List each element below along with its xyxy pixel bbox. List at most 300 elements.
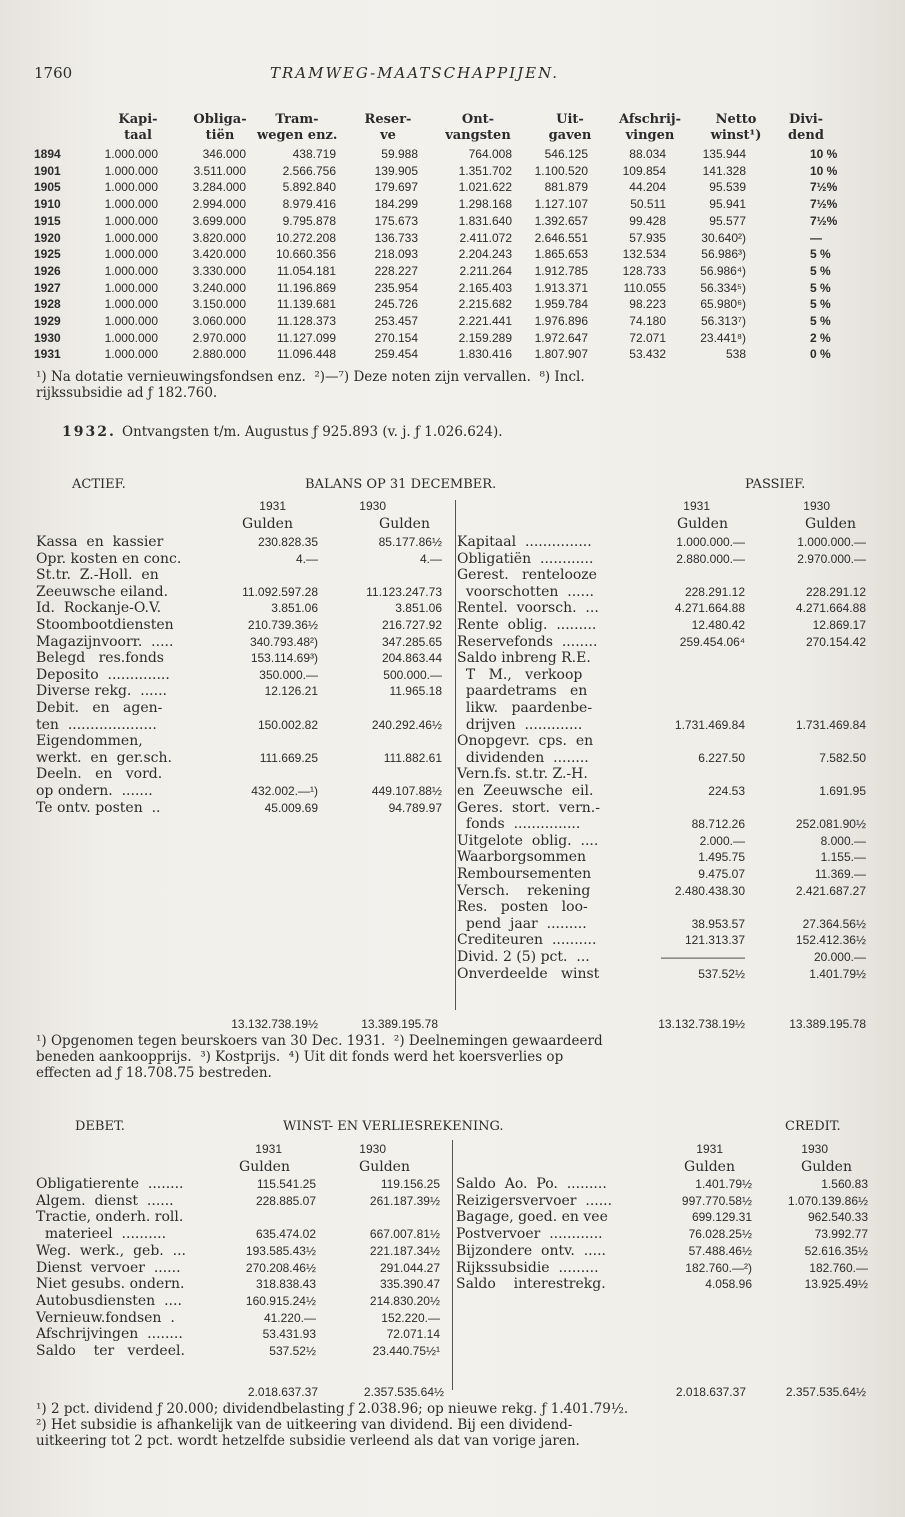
liability-value-1930: 228.291.12 [805,584,866,599]
balance-footnote-2: beneden aankoopprijs. ³) Kostprijs. ⁴) Uit dit fonds werd het koersverlies op [36,1049,564,1065]
liability-value-1931: 1.731.469.84 [674,717,745,732]
liability-label: likw. paardenbe- [457,700,593,716]
asset-value-1930: 94.789.97 [388,800,442,815]
liability-value-1931: 12.480.42 [691,618,745,632]
history-cell: 132.534 [622,247,666,262]
debet-value-1931: 270.208.46½ [245,1260,316,1275]
debet-label: Saldo ter verdeel. [36,1343,185,1359]
history-cell: 56.986³) [701,247,746,262]
history-cell: 5 % [810,297,831,312]
winst-col-unit: Gulden [239,1159,290,1175]
history-cell: 1.807.907 [534,347,588,362]
history-cell: 1.351.702 [458,163,512,178]
history-cell: 1.000.000 [104,213,158,228]
credit-value-1930: 1.560.83 [821,1177,868,1191]
history-cell: 11.096.448 [276,347,336,362]
history-cell: 2.411.072 [459,230,512,245]
history-cell: 57.935 [629,230,666,245]
history-cell: 3.240.000 [192,280,246,295]
history-cell: 72.071 [629,330,666,345]
history-cell: — [810,230,822,245]
balance-col-unit: Gulden [242,516,293,532]
liability-value-1930: 252.081.90½ [795,817,866,832]
balance-footnote-3: effecten ad ƒ 18.708.75 bestreden. [36,1065,272,1081]
debet-value-1931: 160.915.24½ [245,1293,316,1308]
history-cell: 74.180 [629,314,666,328]
asset-value-1930: 85.177.86½ [378,535,442,549]
history-cell: 1.392.657 [534,213,588,228]
liability-value-1930: 270.154.42 [805,634,866,649]
history-cell: 2.204.243 [458,247,512,262]
history-cell: 135.944 [702,147,746,161]
debet-value-1930: 72.071.14 [386,1327,440,1342]
debet-value-1931: 41.220.— [263,1310,316,1325]
liability-value-1930: 2.421.687.27 [795,883,866,898]
credit-value-1931: 182.760.—²) [685,1260,752,1275]
asset-value-1930: 111.882.61 [383,750,442,765]
debet-label: Dienst vervoer ...... [36,1259,181,1276]
credit-value-1930: 182.760.— [809,1260,868,1275]
history-cell: 2.215.682 [458,297,512,312]
liability-value-1930: 12.869.17 [812,618,866,632]
asset-value-1930: 347.285.65 [381,634,442,649]
winst-title: WINST- EN VERLIESREKENING. [283,1119,504,1134]
credit-value-1931: 699.129.31 [691,1210,752,1225]
history-header: Reser- [364,112,412,127]
note-1932-text: Ontvangsten t/m. Augustus ƒ 925.893 (v. j. ƒ 1.026.624). [122,424,503,440]
liability-value-1931: 2.000.— [699,833,745,848]
history-cell: 3.699.000 [192,213,246,228]
history-cell: 53.432 [629,347,666,362]
history-cell: 88.034 [629,147,666,161]
history-cell: 9.795.878 [282,213,336,228]
asset-label: Deeln. en vord. [36,766,163,783]
asset-value-1930: 216.727.92 [381,618,442,632]
balance-col-year: 1930 [359,499,386,513]
liability-value-1931: 228.291.12 [684,584,745,599]
debet-value-1931: 228.885.07 [255,1193,316,1208]
balance-title: BALANS OP 31 DECEMBER. [305,477,497,492]
liability-value-1931: 4.271.664.88 [674,601,745,616]
history-cell: 2.566.756 [282,163,336,178]
history-cell: 2.165.403 [458,280,512,295]
history-cell: 1.912.785 [534,263,588,278]
balance-col-year: 1931 [683,499,710,513]
credit-value-1930: 52.616.35½ [804,1243,868,1258]
history-header: ve [380,128,396,143]
history-cell: 7½% [810,197,838,212]
history-cell: 11.139.681 [276,297,336,312]
winst-credit-title: CREDIT. [785,1119,841,1134]
winst-total: 2.018.637.37 [675,1385,746,1399]
history-cell: 1.972.647 [534,330,588,345]
liability-value-1930: 1.401.79½ [809,966,866,981]
history-header: vangsten [445,128,511,143]
liability-value-1930: 27.364.56½ [802,916,866,931]
asset-value-1931: 150.002.82 [257,717,318,732]
history-header: Afschrij- [618,112,682,127]
winst-col-unit: Gulden [684,1159,735,1175]
history-header: gaven [548,128,592,143]
balance-col-unit: Gulden [379,516,430,532]
history-cell: 1.000.000 [104,147,158,161]
winst-total: 2.357.535.64½ [785,1385,866,1399]
liability-label: Reservefonds ........ [457,633,598,650]
liability-label: Divid. 2 (5) pct. ... [457,949,590,965]
debet-label: Tractie, onderh. roll. [36,1209,184,1226]
history-cell: 7½% [810,180,838,195]
history-cell: 30.640²) [701,230,746,245]
balance-total: 13.389.195.78 [789,1017,866,1031]
history-header: Uit- [556,112,584,127]
page-number: 1760 [34,64,73,82]
asset-label: Debit. en agen- [36,700,163,716]
history-cell: 8.979.416 [282,197,336,212]
liability-value-1931: 9.475.07 [698,867,745,881]
history-cell: 139.905 [374,163,418,178]
debet-value-1930: 119.156.25 [380,1177,440,1191]
balance-passief-title: PASSIEF. [745,477,806,492]
debet-value-1931: 193.585.43½ [245,1243,316,1258]
history-cell: 95.941 [709,197,746,212]
winst-total: 2.357.535.64½ [363,1385,444,1399]
liability-label: Geres. stort. vern.- [457,799,600,816]
debet-value-1930: 335.390.47 [379,1277,440,1292]
asset-value-1930: 449.107.88½ [371,784,442,798]
liability-value-1931: 38.953.57 [691,916,745,931]
credit-value-1930: 1.070.139.86½ [787,1193,868,1208]
history-cell: 56.986⁴) [700,263,746,278]
asset-value-1931: 432.002.—¹) [251,784,318,798]
winst-footnote-3: uitkeering tot 2 pct. wordt hetzelfde subsidie verleend als dat van vorige jaren. [36,1433,580,1449]
history-header: dend [788,128,824,143]
credit-value-1931: 76.028.25½ [688,1227,752,1242]
history-cell: 881.879 [544,180,588,195]
debet-value-1930: 152.220.— [381,1310,440,1325]
history-cell: 95.577 [709,213,746,228]
running-title: TRAMWEG-MAATSCHAPPIJEN. [270,64,560,82]
liability-value-1931: 1.000.000.— [676,535,745,549]
credit-label: Reizigersvervoer ...... [456,1192,613,1209]
liability-value-1930: 8.000.— [820,833,866,848]
history-year-cell: 1927 [34,280,61,295]
liability-label: voorschotten ...... [457,583,594,600]
liability-label: Uitgelote oblig. .... [457,832,599,849]
history-cell: 3.330.000 [192,263,246,278]
liability-value-1931: 259.454.06⁴ [679,634,745,649]
winst-footnote-2: ²) Het subsidie is afhankelijk van de uitkeering van dividend. Bij een dividend- [36,1417,573,1433]
history-cell: 1.000.000 [104,263,158,278]
asset-value-1930: 3.851.06 [395,601,442,616]
history-cell: 5 % [810,280,831,295]
balance-total: 13.132.738.19½ [231,1017,318,1031]
liability-value-1931: 537.52½ [698,966,745,981]
history-year-cell: 1905 [34,180,61,195]
liability-label: Kapitaal ............... [457,534,592,550]
history-cell: 3.060.000 [192,314,246,328]
liability-label: Onopgevr. cps. en [457,733,594,750]
liability-label: Versch. rekening [457,882,591,899]
history-cell: 56.334⁵) [700,280,746,295]
asset-value-1931: 45.009.69 [264,800,318,815]
liability-value-1930: 20.000.— [813,950,866,964]
history-cell: 1.100.520 [534,163,588,178]
liability-label: fonds ............... [457,816,581,833]
history-cell: 10 % [810,147,838,161]
credit-value-1930: 13.925.49½ [804,1277,868,1292]
history-cell: 3.511.000 [193,163,246,178]
liability-value-1930: 11.369.— [814,867,866,881]
asset-label: Te ontv. posten .. [36,799,161,816]
history-footnote: ¹) Na dotatie vernieuwingsfondsen enz. ²)—⁷) Deze noten zijn vervallen. ⁸) Incl. [36,369,585,385]
history-year-cell: 1931 [34,347,61,362]
history-cell: 1.000.000 [104,247,158,262]
history-cell: 259.454 [374,347,418,362]
liability-value-1930: 4.271.664.88 [795,601,866,616]
history-cell: 1.000.000 [104,314,158,328]
history-cell: 1.913.371 [534,280,588,295]
winst-col-year: 1930 [359,1142,386,1156]
debet-label: Obligatierente ........ [36,1176,184,1192]
asset-value-1931: 340.793.48²) [249,634,318,649]
history-cell: 1.000.000 [104,180,158,195]
history-cell: 1.000.000 [104,197,158,212]
history-footnote-cont: rijkssubsidie ad ƒ 182.760. [36,385,218,401]
history-cell: 228.227 [374,263,418,278]
history-cell: 44.204 [629,180,666,195]
winst-col-year: 1930 [801,1142,828,1156]
balance-total: 13.389.195.78 [361,1017,438,1031]
liability-value-1931: 2.880.000.— [676,551,745,566]
balance-divider [455,500,456,1010]
history-cell: 253.457 [374,314,418,328]
history-cell: 0 % [810,347,831,362]
history-cell: 3.820.000 [192,230,246,245]
asset-label: St.tr. Z.-Holl. en [36,567,159,584]
history-cell: 10 % [810,163,838,178]
history-cell: 141.328 [702,163,746,178]
debet-value-1930: 291.044.27 [379,1260,440,1275]
balance-col-year: 1931 [259,499,286,513]
history-cell: 235.954 [374,280,418,295]
history-cell: 10.272.208 [275,230,336,245]
balance-actief-title: ACTIEF. [72,477,126,492]
credit-label: Bijzondere ontv. ..... [456,1242,606,1259]
history-cell: 1.831.640 [458,213,512,228]
asset-label: Diverse rekg. ...... [36,683,167,700]
liability-label: Remboursementen [457,866,592,882]
liability-value-1930: 7.582.50 [819,750,866,765]
history-header: Ont- [461,112,495,127]
asset-label: Id. Rockanje-O.V. [36,600,162,617]
history-cell: 1.127.107 [534,197,588,212]
asset-label: ten .................... [36,716,157,733]
balance-footnote-1: ¹) Opgenomen tegen beurskoers van 30 Dec. 1931. ²) Deelnemingen gewaardeerd [36,1033,603,1049]
liability-value-1930: 152.412.36½ [795,933,866,948]
history-cell: 538 [725,347,746,362]
liability-label: Vern.fs. st.tr. Z.-H. [457,766,588,783]
history-cell: 1.959.784 [534,297,588,312]
history-cell: 245.726 [374,297,418,312]
asset-value-1930: 500.000.— [383,667,442,682]
history-cell: 65.980⁶) [700,297,746,312]
history-year-cell: 1894 [34,147,61,161]
history-cell: 50.511 [630,197,666,212]
liability-label: Onverdeelde winst [457,965,600,982]
history-cell: 11.054.181 [276,263,336,278]
history-header: wegen enz. [257,128,338,143]
history-cell: 2.880.000 [192,347,246,362]
history-header: taal [124,128,152,143]
history-header: Kapi- [118,112,158,127]
history-cell: 7½% [810,213,838,228]
winst-divider [452,1140,453,1390]
history-year-cell: 1929 [34,314,61,328]
debet-label: Algem. dienst ...... [36,1192,174,1209]
winst-col-unit: Gulden [801,1159,852,1175]
winst-total: 2.018.637.37 [247,1385,318,1399]
history-cell: 11.128.373 [276,314,336,328]
debet-value-1930: 221.187.34½ [369,1243,440,1258]
history-cell: 128.733 [622,263,666,278]
credit-value-1931: 997.770.58½ [681,1193,752,1208]
liability-value-1931: 2.480.438.30 [674,883,745,898]
asset-value-1931: 11.092.597.28 [242,584,318,599]
history-cell: 2 % [810,330,831,345]
history-cell: 2.994.000 [192,197,246,212]
winst-debet-title: DEBET. [75,1119,125,1134]
history-cell: 3.284.000 [192,180,246,195]
balance-col-unit: Gulden [805,516,856,532]
liability-value-1931: 1.495.75 [698,850,745,865]
debet-label: Vernieuw.fondsen . [36,1309,175,1326]
history-header: vingen [625,128,675,143]
asset-value-1931: 350.000.— [259,667,318,682]
asset-label: Eigendommen, [36,733,143,750]
asset-value-1930: 4.— [419,551,442,566]
liability-label: T M., verkoop [457,666,583,683]
liability-value-1931: 6.227.50 [698,750,745,765]
history-cell: 1.000.000 [104,297,158,312]
credit-value-1931: 57.488.46½ [688,1243,752,1258]
asset-label: Deposito .............. [36,666,170,683]
history-cell: 270.154 [374,330,418,345]
note-1932-year: 1932. [62,424,116,440]
debet-value-1930: 667.007.81½ [369,1227,440,1242]
liability-label: pend jaar ......... [457,915,587,932]
credit-label: Rijkssubsidie ......... [456,1259,599,1276]
debet-label: Afschrijvingen ........ [36,1326,183,1343]
history-cell: 99.428 [629,213,666,228]
history-cell: 3.420.000 [192,247,246,262]
history-cell: 95.539 [709,180,746,195]
liability-value-1931: 224.53 [708,784,745,798]
history-cell: 5 % [810,263,831,278]
asset-label: Opr. kosten en conc. [36,550,182,567]
liability-value-1930: 2.970.000.— [797,551,866,566]
debet-value-1930: 23.440.75½¹ [372,1344,440,1358]
history-cell: 438.719 [292,147,336,161]
history-cell: 110.055 [623,280,666,295]
asset-label: Magazijnvoorr. ..... [36,633,174,650]
history-cell: 184.299 [374,197,418,212]
credit-label: Postvervoer ............ [456,1226,603,1243]
debet-value-1931: 318.838.43 [255,1277,316,1292]
debet-value-1931: 115.541.25 [256,1177,316,1191]
history-cell: 175.673 [374,213,418,228]
history-cell: 11.127.099 [276,330,336,345]
liability-value-1930: 1.000.000.— [797,535,866,549]
history-header: tiën [205,128,235,143]
liability-value-1931: 121.313.37 [684,933,745,948]
history-cell: 5 % [810,314,831,328]
liability-label: dividenden ........ [457,749,589,766]
winst-footnote-1: ¹) 2 pct. dividend ƒ 20.000; dividendbelasting ƒ 2.038.96; op nieuwe rekg. ƒ 1.401.79½. [36,1401,629,1417]
debet-label: materieel .......... [36,1226,167,1243]
history-cell: 1.000.000 [104,347,158,362]
history-cell: 1.000.000 [104,280,158,295]
liability-label: Gerest. rentelooze [457,567,597,584]
history-year-cell: 1926 [34,263,61,278]
history-cell: 1.000.000 [104,163,158,178]
winst-col-year: 1931 [696,1142,723,1156]
asset-value-1931: 111.669.25 [259,750,318,765]
history-cell: 346.000 [202,147,246,161]
credit-value-1931: 4.058.96 [705,1277,752,1292]
history-cell: 179.697 [374,180,418,195]
debet-label: Niet gesubs. ondern. [36,1276,185,1293]
history-cell: 1.298.168 [458,197,512,212]
history-year-cell: 1928 [34,297,61,312]
history-cell: 98.223 [629,297,666,312]
history-cell: 1.021.622 [458,180,512,195]
asset-value-1931: 4.— [295,551,318,566]
liability-label: Res. posten loo- [457,899,588,916]
history-cell: 10.660.356 [275,247,336,262]
asset-value-1930: 240.292.46½ [371,717,442,732]
liability-label: Rente oblig. ......... [457,617,597,633]
debet-value-1931: 53.431.93 [262,1327,316,1342]
history-cell: 2.970.000 [192,330,246,345]
credit-label: Saldo interestrekg. [456,1276,606,1293]
liability-value-1930: 1.155.— [820,850,866,865]
history-cell: 2.646.551 [534,230,588,245]
history-year-cell: 1930 [34,330,61,345]
asset-value-1931: 230.828.35 [257,535,318,549]
debet-value-1931: 635.474.02 [255,1227,316,1242]
asset-value-1931: 153.114.69³) [250,651,318,666]
history-cell: 764.008 [468,147,512,161]
history-cell: 3.150.000 [192,297,246,312]
asset-value-1930: 204.863.44 [381,651,442,666]
history-cell: 56.313⁷) [700,314,746,328]
liability-label: en Zeeuwsche eil. [457,783,594,799]
debet-label: Autobusdiensten .... [36,1292,182,1309]
liability-value-1930: 1.691.95 [819,784,866,798]
history-cell: 5 % [810,247,831,262]
history-cell: 1.000.000 [104,330,158,345]
asset-label: Stoombootdiensten [36,617,174,633]
history-year-cell: 1920 [34,230,61,245]
liability-value-1930: 1.731.469.84 [795,717,866,732]
history-header: Tram- [275,112,319,127]
history-header: Obliga- [193,112,247,127]
history-year-cell: 1915 [34,213,61,228]
history-cell: 1.976.896 [534,314,588,328]
history-header: Netto [715,112,757,127]
history-cell: 546.125 [544,147,588,161]
balance-col-year: 1930 [803,499,830,513]
